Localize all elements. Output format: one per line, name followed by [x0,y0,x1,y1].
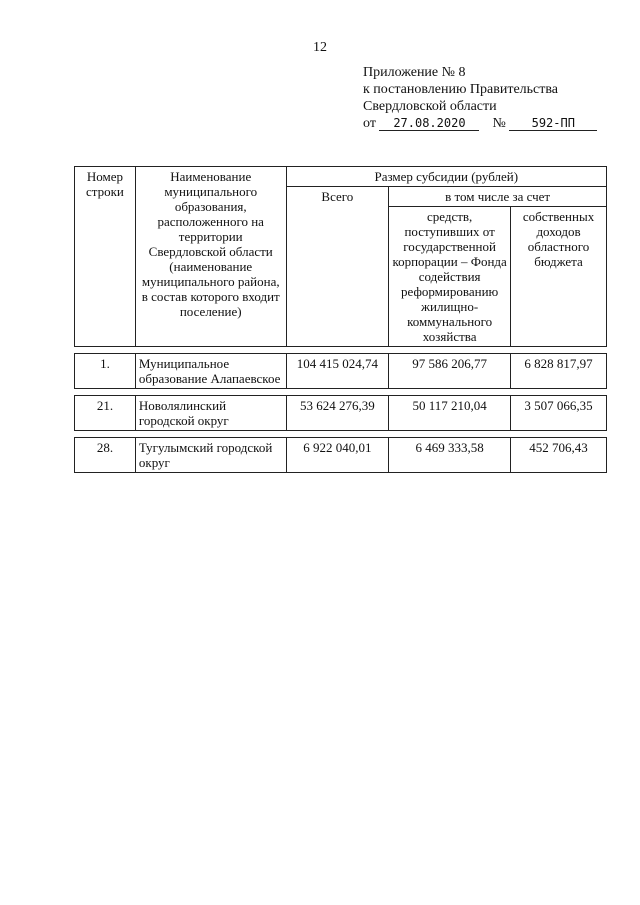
appendix-title: Приложение № 8 [363,65,466,80]
table-row [75,396,607,431]
municipality-name: Тугулымский городской округ [135,438,286,473]
header-federal-funds: средств, поступивших от государственной корпорации – Фонда содействия реформированию жилищно-коммунального хозяйства [389,207,511,347]
appendix-resolution: к постановлению Правительства [363,82,559,97]
regional-amount: 3 507 066,35 [511,396,607,431]
page-number: 12 [313,40,327,55]
total-amount: 53 624 276,39 [286,396,389,431]
appendix-date-number [363,115,597,132]
number-label: № [492,116,506,131]
municipality-name: Новолялинский городской округ [135,396,286,431]
appendix-block [363,64,597,132]
row-number: 28. [75,438,136,473]
row-number: 21. [75,396,136,431]
header-regional-funds: собственных доходов областного бюджета [511,207,607,347]
header-subsidy-size: Размер субсидии (рублей) [286,167,606,187]
regional-amount: 452 706,43 [511,438,607,473]
resolution-number: 592-ПП [509,116,597,131]
row-number: 1. [75,354,136,389]
header-row-number: Номер строки [75,167,136,347]
municipality-name: Муниципальное образование Алапаевское [135,354,286,389]
total-amount: 6 922 040,01 [286,438,389,473]
federal-amount: 50 117 210,04 [389,396,511,431]
from-label: от [363,116,376,131]
header-row-1 [75,167,607,187]
table-row [75,354,607,389]
header-including: в том числе за счет [389,187,607,207]
federal-amount: 97 586 206,77 [389,354,511,389]
regional-amount: 6 828 817,97 [511,354,607,389]
header-municipality: Наименование муниципального образования, расположенного на территории Свердловской области (наименование муниципального района, в состав которого входит поселение) [135,167,286,347]
header-total: Всего [286,187,389,347]
subsidy-table [74,166,607,473]
table-row [75,438,607,473]
total-amount: 104 415 024,74 [286,354,389,389]
appendix-region: Свердловской области [363,99,497,114]
resolution-date: 27.08.2020 [379,116,479,131]
federal-amount: 6 469 333,58 [389,438,511,473]
